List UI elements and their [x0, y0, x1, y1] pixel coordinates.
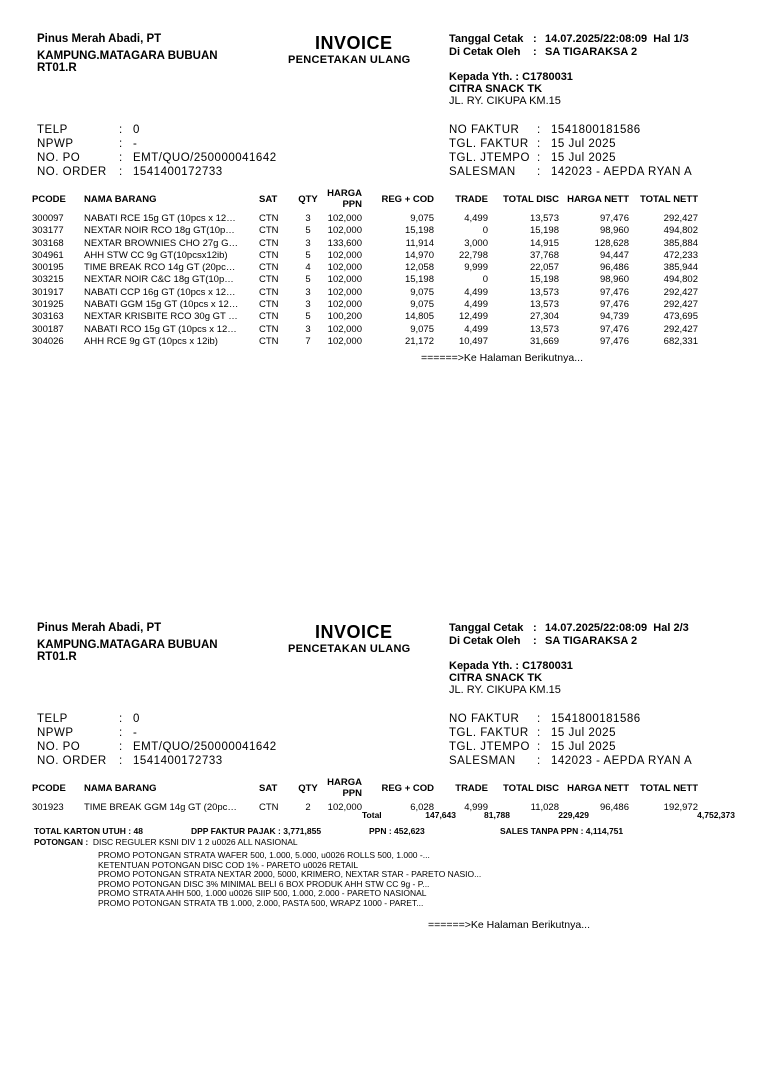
table-cell: 97,476 [599, 335, 629, 347]
customer-block: Kepada Yth. : C1780031 CITRA SNACK TK JL. RY. CIKUPA KM.15 [449, 71, 573, 107]
left-fields: TELP : 0 NPWP : - NO. PO : EMT/QUO/250000041642 NO. ORDER : 1541400172733 [37, 124, 277, 178]
invoice-subtitle: PENCETAKAN ULANG [288, 54, 411, 66]
table-cell: 192,972 [663, 802, 698, 813]
table-row [32, 324, 698, 336]
table-cell: TIME BREAK RCO 14g GT (20pc… [84, 262, 236, 274]
right-fields: NO FAKTUR : 1541800181586 TGL. FAKTUR : 15 Jul 2025 TGL. JTEMPO : 15 Jul 2025 SALESMAN : 142023 - AEPDA RYAN A [449, 124, 693, 178]
table-cell: 472,233 [663, 249, 698, 261]
table-cell: 94,447 [599, 249, 629, 261]
invoice-title: INVOICE [315, 33, 393, 53]
table-cell: CTN [259, 311, 279, 323]
table-row [32, 262, 698, 274]
table-header: PCODE NAMA BARANG SAT QTY HARGA PPN REG + COD TRADE TOTAL DISC HARGA NETT TOTAL NETT [32, 188, 698, 210]
next-page-note: ======>Ke Halaman Berikutnya... [428, 919, 590, 931]
table-cell: 292,427 [663, 323, 698, 335]
table-row [32, 311, 698, 323]
table-cell: 303215 [32, 274, 64, 286]
promo-item: PROMO POTONGAN STRATA WAFER 500, 1.000, 5.000, u0026 ROLLS 500, 1.000 -... [98, 850, 430, 860]
table-cell: 96,486 [599, 262, 629, 274]
promo-item: PROMO STRATA AHH 500, 1.000 u0026 SIIP 500, 1.000, 2.000 - PARETO NASIONAL [98, 888, 427, 899]
table-cell: 102,000 [327, 802, 362, 813]
table-cell: 128,628 [594, 237, 629, 249]
company-address: KAMPUNG.MATAGARA BUBUAN RT01.R [37, 50, 218, 74]
company-address: KAMPUNG.MATAGARA BUBUAN RT01.R [37, 639, 218, 663]
table-cell: 15,198 [404, 274, 434, 286]
table-cell: 102,000 [327, 274, 362, 286]
table-cell: 9,075 [410, 323, 434, 335]
table-cell: 102,000 [327, 335, 362, 347]
table-cell: 300187 [32, 323, 64, 335]
table-cell: 13,573 [529, 286, 559, 298]
next-page-note: ======>Ke Halaman Berikutnya... [421, 352, 583, 364]
table-cell: 4,499 [464, 286, 488, 298]
table-cell: 10,497 [458, 335, 488, 347]
table-cell: 385,944 [663, 262, 698, 274]
table-row [32, 213, 698, 225]
table-cell: 100,200 [327, 311, 362, 323]
print-date-row: Tanggal Cetak : 14.07.2025/22:08:09 Hal 2/3 [449, 622, 689, 634]
table-cell: 494,802 [663, 274, 698, 286]
table-cell: 0 [482, 274, 488, 286]
table-cell: TIME BREAK GGM 14g GT (20pc… [84, 802, 237, 813]
table-cell: NABATI CCP 16g GT (10pcs x 12… [84, 286, 236, 298]
table-cell: 97,476 [599, 213, 629, 224]
table-cell: 94,739 [599, 311, 629, 323]
total-label: Total [362, 810, 382, 820]
table-row [32, 299, 698, 311]
right-fields: NO FAKTUR : 1541800181586 TGL. FAKTUR : 15 Jul 2025 TGL. JTEMPO : 15 Jul 2025 SALESMAN : 142023 - AEPDA RYAN A [449, 713, 693, 767]
table-cell: CTN [259, 802, 279, 813]
invoice-page-1 [0, 0, 768, 500]
total-reg-cod: 147,643 [425, 810, 456, 820]
table-cell: 102,000 [327, 225, 362, 237]
table-cell: CTN [259, 323, 279, 335]
table-cell: 300195 [32, 262, 64, 274]
table-cell: 97,476 [599, 323, 629, 335]
dpp-faktur-pajak: DPP FAKTUR PAJAK : 3,771,855 [191, 826, 322, 836]
table-cell: NABATI RCO 15g GT (10pcs x 12… [84, 323, 237, 335]
table-cell: 6,028 [410, 802, 434, 813]
table-cell: 31,669 [529, 335, 559, 347]
table-cell: 21,172 [404, 335, 434, 347]
table-cell: 494,802 [663, 225, 698, 237]
table-row [32, 336, 698, 348]
table-cell: 15,198 [529, 274, 559, 286]
table-cell: 301923 [32, 802, 64, 813]
table-row [32, 225, 698, 237]
invoice-subtitle: PENCETAKAN ULANG [288, 643, 411, 655]
table-cell: 102,000 [327, 213, 362, 224]
promo-item: PROMO POTONGAN DISC 3% MINIMAL BELI 6 BOX PRODUK AHH STW CC 9g - P... [98, 878, 430, 889]
table-cell: 4,499 [464, 299, 488, 311]
table-cell: 304026 [32, 335, 64, 347]
promo-item: PROMO POTONGAN STRATA TB 1.000, 2.000, PASTA 500, WRAPZ 1000 - PARET... [98, 897, 424, 908]
print-date-row: Tanggal Cetak : 14.07.2025/22:08:09 Hal 1/3 [449, 33, 689, 45]
table-row [32, 274, 698, 286]
table-cell: CTN [259, 213, 279, 224]
table-cell: 0 [482, 225, 488, 237]
table-cell: 13,573 [529, 213, 559, 224]
table-cell: CTN [259, 299, 279, 311]
printed-by-row: Di Cetak Oleh : SA TIGARAKSA 2 [449, 46, 638, 58]
table-cell: 102,000 [327, 286, 362, 298]
table-cell: 22,798 [458, 249, 488, 261]
table-cell: 3 [305, 213, 311, 224]
total-nett: 4,752,373 [697, 810, 735, 820]
table-cell: 12,058 [404, 262, 434, 274]
table-cell: 3 [305, 237, 311, 249]
table-cell: 11,028 [530, 802, 559, 813]
promo-item: KETENTUAN POTONGAN DISC COD 1% - PARETO u0026 RETAIL [98, 859, 359, 870]
table-cell: 5 [305, 274, 311, 286]
invoice-page-2 [0, 589, 768, 1089]
table-cell: 14,915 [529, 237, 559, 249]
table-cell: 301925 [32, 299, 64, 311]
items-table [32, 777, 698, 814]
table-cell: CTN [259, 249, 279, 261]
table-cell: NEXTAR KRISBITE RCO 30g GT … [84, 311, 238, 323]
table-cell: 102,000 [327, 299, 362, 311]
table-cell: 4,499 [464, 323, 488, 335]
table-cell: 682,331 [663, 335, 698, 347]
table-cell: 102,000 [327, 249, 362, 261]
table-cell: 385,884 [663, 237, 698, 249]
table-cell: 98,960 [599, 225, 629, 237]
customer-block: Kepada Yth. : C1780031 CITRA SNACK TK JL. RY. CIKUPA KM.15 [449, 660, 573, 696]
table-cell: 13,573 [529, 323, 559, 335]
page-number: Hal 1/3 [653, 33, 689, 45]
table-cell: CTN [259, 286, 279, 298]
table-cell: CTN [259, 237, 279, 249]
table-cell: 12,499 [458, 311, 488, 323]
table-cell: 96,486 [599, 802, 629, 813]
table-cell: NABATI GGM 15g GT (10pcs x 12… [84, 299, 239, 311]
table-cell: 3 [305, 299, 311, 311]
table-cell: 102,000 [327, 323, 362, 335]
table-cell: 9,075 [410, 213, 434, 224]
table-cell: NEXTAR NOIR RCO 18g GT(10p… [84, 225, 235, 237]
table-cell: 13,573 [529, 299, 559, 311]
table-cell: AHH STW CC 9g GT(10pcsx12ib) [84, 249, 228, 261]
company-name: Pinus Merah Abadi, PT [37, 33, 162, 45]
table-row [32, 238, 698, 250]
table-cell: 133,600 [327, 237, 362, 249]
table-cell: 292,427 [663, 299, 698, 311]
table-cell: 9,075 [410, 299, 434, 311]
table-cell: 7 [305, 335, 311, 347]
table-cell: 97,476 [599, 286, 629, 298]
table-cell: 15,198 [404, 225, 434, 237]
table-cell: 303163 [32, 311, 64, 323]
promo-list [98, 851, 481, 909]
ppn-total: PPN : 452,623 [369, 826, 425, 836]
table-cell: 9,075 [410, 286, 434, 298]
table-cell: 5 [305, 225, 311, 237]
table-cell: 5 [305, 311, 311, 323]
potongan-row: POTONGAN : DISC REGULER KSNI DIV 1 2 u0026 ALL NASIONAL [34, 837, 298, 847]
table-cell: 9,999 [464, 262, 488, 274]
invoice-title: INVOICE [315, 622, 393, 642]
table-cell: 11,914 [405, 237, 434, 249]
promo-item: PROMO POTONGAN STRATA NEXTAR 2000, 5000, KRIMERO, NEXTAR STAR - PARETO NASIO... [98, 869, 482, 880]
table-cell: 292,427 [663, 286, 698, 298]
table-cell: 2 [305, 802, 311, 813]
table-cell: 292,427 [663, 213, 698, 224]
table-cell: 3 [305, 323, 311, 335]
table-cell: 14,805 [404, 311, 434, 323]
total-trade: 81,788 [484, 810, 510, 820]
sales-tanpa-ppn: SALES TANPA PPN : 4,114,751 [500, 826, 624, 836]
table-cell: NABATI RCE 15g GT (10pcs x 12… [84, 213, 236, 224]
table-row [32, 287, 698, 299]
page-number: Hal 2/3 [653, 622, 689, 634]
table-cell: CTN [259, 274, 279, 286]
table-cell: 301917 [32, 286, 64, 298]
items-table [32, 188, 698, 348]
table-cell: NEXTAR BROWNIES CHO 27g G… [84, 237, 238, 249]
table-cell: 97,476 [599, 299, 629, 311]
table-cell: 15,198 [529, 225, 559, 237]
table-cell: 98,960 [599, 274, 629, 286]
table-cell: 4,999 [464, 802, 488, 813]
table-cell: CTN [259, 262, 279, 274]
table-cell: NEXTAR NOIR C&C 18g GT(10p… [84, 274, 234, 286]
left-fields: TELP : 0 NPWP : - NO. PO : EMT/QUO/250000041642 NO. ORDER : 1541400172733 [37, 713, 277, 767]
total-disc: 229,429 [558, 810, 589, 820]
table-cell: 5 [305, 249, 311, 261]
table-cell: CTN [259, 225, 279, 237]
table-header: PCODE NAMA BARANG SAT QTY HARGA PPN REG + COD TRADE TOTAL DISC HARGA NETT TOTAL NETT [32, 777, 698, 799]
table-cell: 3,000 [464, 237, 488, 249]
table-cell: 4,499 [464, 213, 488, 224]
table-cell: 3 [305, 286, 311, 298]
table-cell: 37,768 [529, 249, 559, 261]
total-karton: TOTAL KARTON UTUH : 48 [34, 826, 143, 836]
table-cell: 14,970 [404, 249, 434, 261]
table-cell: CTN [259, 335, 279, 347]
table-cell: 303177 [32, 225, 64, 237]
table-cell: 304961 [32, 249, 64, 261]
printed-by-row: Di Cetak Oleh : SA TIGARAKSA 2 [449, 635, 638, 647]
table-cell: 303168 [32, 237, 64, 249]
table-cell: 4 [305, 262, 311, 274]
table-cell: 27,304 [529, 311, 559, 323]
company-name: Pinus Merah Abadi, PT [37, 622, 162, 634]
table-cell: 102,000 [327, 262, 362, 274]
table-cell: 473,695 [663, 311, 698, 323]
table-cell: 22,057 [529, 262, 559, 274]
table-cell: 300097 [32, 213, 64, 224]
table-cell: AHH RCE 9g GT (10pcs x 12ib) [84, 335, 218, 347]
table-row [32, 250, 698, 262]
